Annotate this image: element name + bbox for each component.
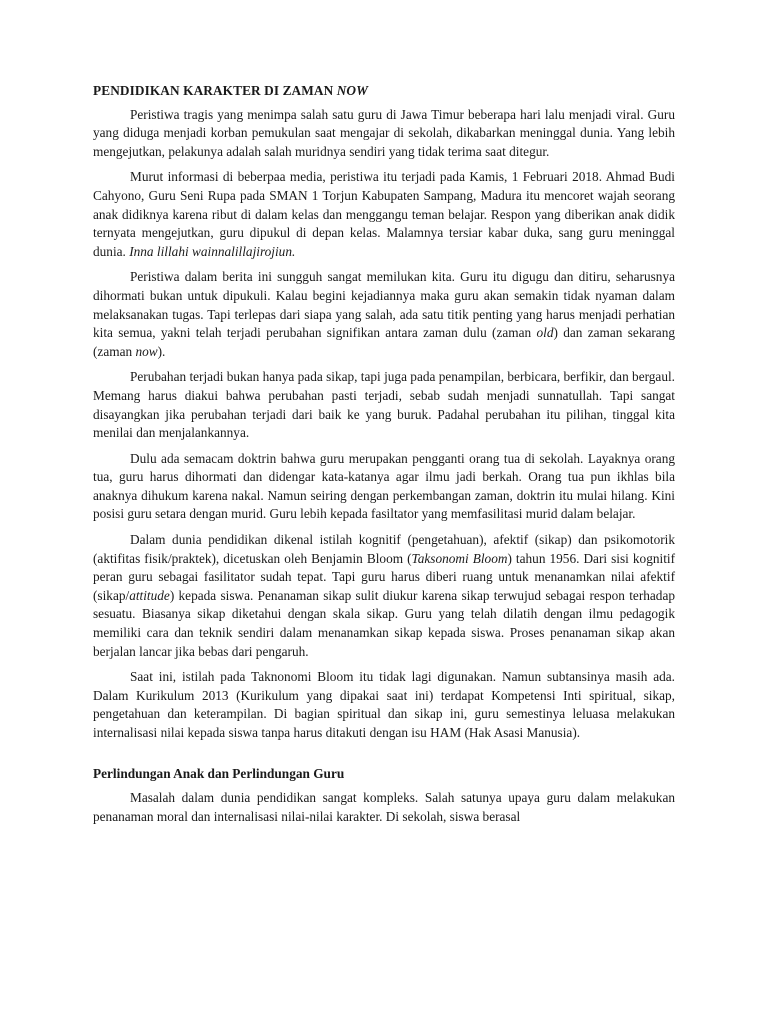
paragraph-text: Saat ini, istilah pada Taknonomi Bloom itu tidak lagi digunakan. Namun subtansinya masih ada. Dalam Kurikulum 2013 (Kurikulum yang dipakai saat ini) terdapat Kompetensi Inti spiritual, sikap, pengetahuan dan keterampilan. Di bagian spiritual dan sikap ini, guru semestinya leluasa melakukan internalisasi nilai kepada siswa tanpa harus ditakuti dengan isu HAM (Hak Asasi Manusia). [93,669,675,740]
paragraph-text: Perubahan terjadi bukan hanya pada sikap, tapi juga pada penampilan, berbicara, berfikir, dan bergaul. Memang harus diakui bahwa perubahan pasti terjadi, sebab sudah menjadi sunnatullah. Tapi sangat disayangkan jika perubahan terjadi dari baik ke yang buruk. Padahal perubahan itu pilihan, tinggal kita menilai dan menjalankannya. [93,369,675,441]
section-body-continued [93,789,675,826]
title-main-text: PENDIDIKAN KARAKTER DI ZAMAN [93,83,337,98]
paragraph [93,531,675,661]
paragraph [93,106,675,162]
paragraph-text: ) tahun 1956. Dari sisi kognitif peran guru sebagai fasilitator sudah tepat. Tapi guru harus diberi ruang untuk menanamkan nilai afektif (sikap/ [93,550,676,603]
paragraph-italic-text: now [135,343,158,359]
section-body [93,106,675,743]
paragraph-text: Murut informasi di beberpaa media, peristiwa itu terjadi pada Kamis, 1 Februari 2018. Ahmad Budi Cahyono, Guru Seni Rupa pada SMAN 1 Torjun Kabupaten Sampang, Madura itu mencoret wajah seorang anak didiknya karena ribut di dalam kelas dan menggangu teman belajar. Respon yang diberikan anak didik ternyata mengejutkan, guru dipukul di depan kelas. Malamnya tersiar kabar duka, sang guru meninggal dunia. [93,169,675,259]
section-subheading: Perlindungan Anak dan Perlindungan Guru [93,765,345,781]
paragraph-italic-text: attitude [129,587,170,603]
paragraph-italic-text: old [536,325,554,341]
paragraph [93,368,675,442]
paragraph-text: ) kepada siswa. Penanaman sikap sulit diukur karena sikap terwujud sebagai respon terhadap sesuatu. Biasanya sikap diketahui dengan skala sikap. Guru yang telah dilatih dengan ilmu pedagogik memiliki cara dan teknik sendiri dalam menanamkan sikap kepada siswa. Proses penanaman sikap akan berjalan lancar jika bebas dari pengaruh. [93,587,675,659]
paragraph-italic-text: Inna lillahi wainnalillajirojiun. [129,243,296,259]
paragraph-text: Peristiwa dalam berita ini sungguh sangat memilukan kita. Guru itu digugu dan ditiru, seharusnya dihormati bukan untuk dipukuli. Kalau begini kejadiannya maka guru akan semakin tidak nyaman dalam melaksanakan tugas. Tapi terlepas dari siapa yang salah, ada satu titik penting yang harus menjadi perhatian kita semua, yakni telah terjadi perubahan signifikan antara zaman dulu (zaman [93,269,675,341]
paragraph-text: ). [157,343,166,359]
paragraph-text: Dulu ada semacam doktrin bahwa guru merupakan pengganti orang tua di sekolah. Layaknya orang tua, guru harus dihormati dan didengar kata-katanya agar ilmu jadi berkah. Orang tua pun ikhlas bila anaknya dihukum karena nakal. Namun seiring dengan perkembangan zaman, doktrin itu mulai hilang. Kini posisi guru setara dengan murid. Guru lebih kepada fasiltator yang memfasilitasi murid dalam belajar. [93,450,675,522]
paragraph [93,789,675,826]
paragraph [93,668,675,742]
paragraph [93,450,675,524]
paragraph-text: Dalam dunia pendidikan dikenal istilah kognitif (pengetahuan), afektif (sikap) dan psikomotorik (aktifitas fisik/praktek), dicetuskan oleh Benjamin Bloom ( [93,532,675,566]
paragraph [93,168,675,261]
title-italic-text: NOW [336,83,369,98]
paragraph-text: Masalah dalam dunia pendidikan sangat kompleks. Salah satunya upaya guru dalam melakukan penanaman moral dan internalisasi nilai-nilai karakter. Di sekolah, siswa berasal [93,790,675,824]
document-title [93,82,675,101]
paragraph-italic-text: Taksonomi Bloom [411,550,508,566]
paragraph [93,268,675,361]
paragraph-text: ) dan zaman sekarang (zaman [93,325,675,359]
paragraph-text: Peristiwa tragis yang menimpa salah satu guru di Jawa Timur beberapa hari lalu menjadi viral. Guru yang diduga menjadi korban pemukulan saat mengajar di sekolah, dikabarkan meninggal dunia. Yang lebih mengejutkan, pelakunya adalah salah muridnya sendiri yang tidak terima saat ditegur. [93,106,675,159]
document-page [93,82,675,833]
